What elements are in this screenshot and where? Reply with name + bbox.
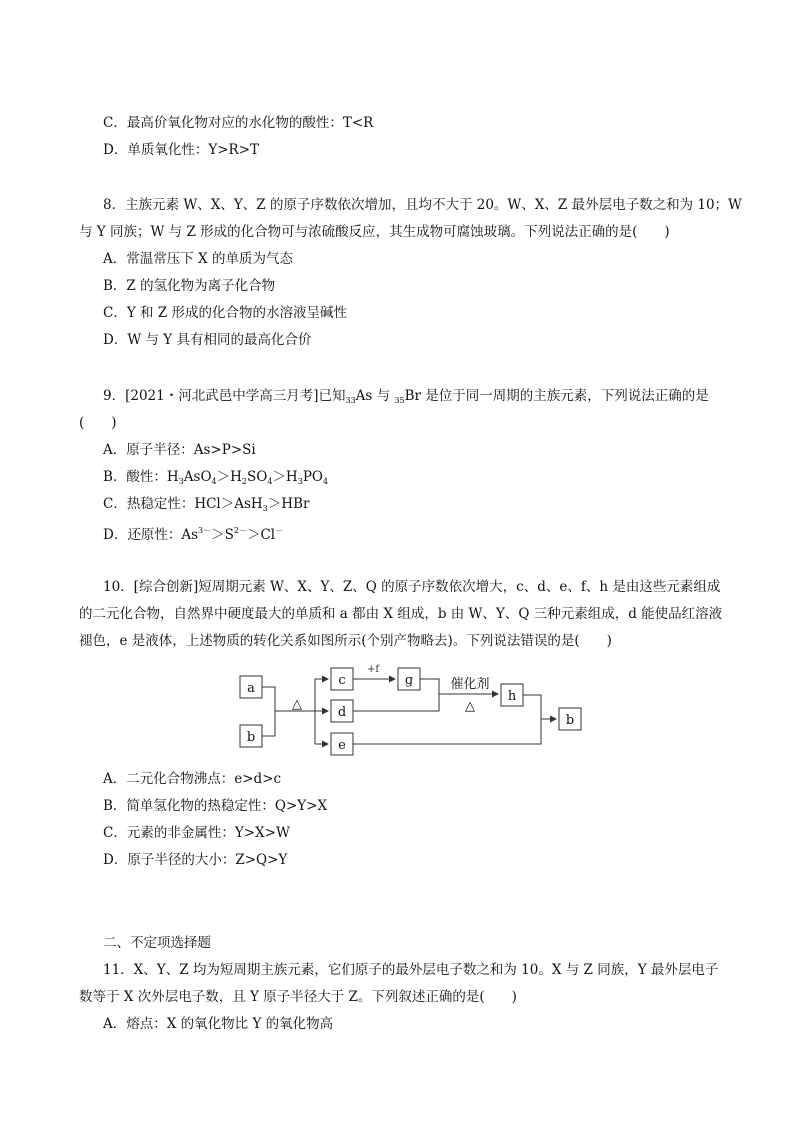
q9-b-po: PO <box>302 469 323 485</box>
q10-stem-line3: 褪色，e 是液体，上述物质的转化关系如图所示(个别产物略去)。下列说法错误的是( ) <box>79 633 612 649</box>
q9-b-gt: ＞H <box>272 469 298 485</box>
q9-d-mid1: ＞S <box>211 527 234 543</box>
label-b-product: b <box>565 713 575 728</box>
label-g: g <box>404 673 414 688</box>
q10-stem-line2: 的二元化合物，自然界中硬度最大的单质和 a 都由 X 组成，b 由 W、Y、Q 三种元素组成，d 能使品红溶液 <box>79 606 723 622</box>
connector-e <box>353 719 541 744</box>
q9-b-pre: B．酸性：H <box>103 469 179 485</box>
q11-stem-line2: 数等于 X 次外层电子数，且 Y 原子半径大于 Z。下列叙述正确的是( ) <box>79 989 517 1005</box>
connector-g <box>420 679 439 694</box>
q9-b-sub: 4 <box>211 477 217 486</box>
label-b: b <box>246 730 256 745</box>
q9-option-d <box>103 522 283 544</box>
section-title: 二、不定项选择题 <box>103 935 211 951</box>
connector-h <box>523 695 541 719</box>
q8-stem-line2: 与 Y 同族；W 与 Z 形成的化合物可与浓硫酸反应，其生成物可腐蚀玻璃。下列说法正确的是( ) <box>79 224 670 240</box>
q9-d-mid2: ＞Cl <box>246 527 276 543</box>
q8-option-b: B．Z 的氢化物为离子化合物 <box>103 278 276 294</box>
q9-b-so: SO <box>247 469 268 485</box>
q9-br-atomic-number: 35 <box>394 396 405 405</box>
q9-b-sub: 2 <box>241 477 248 486</box>
q7-option-c: C．最高价氧化物对应的水化物的酸性：T<R <box>103 115 374 131</box>
heat-symbol: △ <box>292 697 302 712</box>
q9-c-post: ＞HBr <box>267 496 310 512</box>
q9-d-sup: 3－ <box>198 526 212 535</box>
q9-as-atomic-number: 33 <box>345 396 356 405</box>
q9-d-pre: D．还原性：As <box>103 527 199 543</box>
q8-stem-line1: 8．主族元素 W、X、Y、Z 的原子序数依次增加，且均不大于 20。W、X、Z 最外层电子数之和为 10；W <box>103 197 742 213</box>
q9-b-aso: AsO <box>183 469 212 485</box>
q10-option-d: D．原子半径的大小：Z>Q>Y <box>103 852 288 868</box>
heat-symbol-2: △ <box>465 699 475 714</box>
label-d: d <box>337 705 347 720</box>
q9-option-a: A．原子半径：As>P>Si <box>103 442 256 458</box>
label-e: e <box>338 738 346 753</box>
q8-option-c: C．Y 和 Z 形成的化合物的水溶液呈碱性 <box>103 305 347 321</box>
plus-f-label: +f <box>366 664 380 675</box>
q11-option-a: A．熔点：X 的氧化物比 Y 的氧化物高 <box>103 1016 334 1032</box>
connector-d <box>353 694 439 711</box>
q11-stem-line1: 11．X、Y、Z 均为短周期主族元素，它们原子的最外层电子数之和为 10。X 与 Z 同族，Y 最外层电子 <box>103 962 719 978</box>
label-h: h <box>507 689 517 704</box>
q10-stem-line1: 10．[综合创新]短周期元素 W、X、Y、Z、Q 的原子序数依次增大，c、d、e、f、h 是由这些元素组成 <box>103 579 721 595</box>
connector-a <box>262 687 275 711</box>
q10-option-b: B．简单氢化物的热稳定性：Q>Y>X <box>103 798 328 814</box>
q9-b-sub: 3 <box>178 477 184 486</box>
q9-option-c <box>103 495 309 518</box>
q9-stem-pre: 9．[2021・河北武邑中学高三月考]已知 <box>103 388 346 404</box>
label-c: c <box>338 673 346 688</box>
reaction-diagram <box>230 664 590 764</box>
q9-b-sub: 3 <box>297 477 303 486</box>
q9-c-sub: 3 <box>262 504 268 513</box>
q9-stem-line2: ( ) <box>79 415 117 431</box>
label-a: a <box>247 681 255 696</box>
q7-option-d: D．单质氧化性：Y>R>T <box>103 142 260 158</box>
q8-option-d: D．W 与 Y 具有相同的最高化合价 <box>103 332 312 348</box>
q9-c-pre: C．热稳定性：HCl＞AsH <box>103 496 263 512</box>
q9-b-sub: 4 <box>322 477 329 486</box>
q9-option-b <box>103 468 328 491</box>
q8-option-a: A．常温常压下 X 的单质为气态 <box>103 251 293 267</box>
q9-as-symbol: As 与 <box>355 388 395 404</box>
catalyst-label: 催化剂 <box>450 677 490 692</box>
q9-stem-post: Br 是位于同一周期的主族元素，下列说法正确的是 <box>404 388 709 404</box>
q9-d-sup: － <box>275 526 284 535</box>
q9-b-gt: ＞H <box>216 469 242 485</box>
q9-stem-line1 <box>103 387 709 410</box>
q10-option-c: C．元素的非金属性：Y>X>W <box>103 825 290 841</box>
q9-b-sub: 4 <box>267 477 273 486</box>
q9-d-sup: 2－ <box>233 526 247 535</box>
connector-b <box>262 711 275 736</box>
q10-option-a: A．二元化合物沸点：e>d>c <box>103 771 282 787</box>
